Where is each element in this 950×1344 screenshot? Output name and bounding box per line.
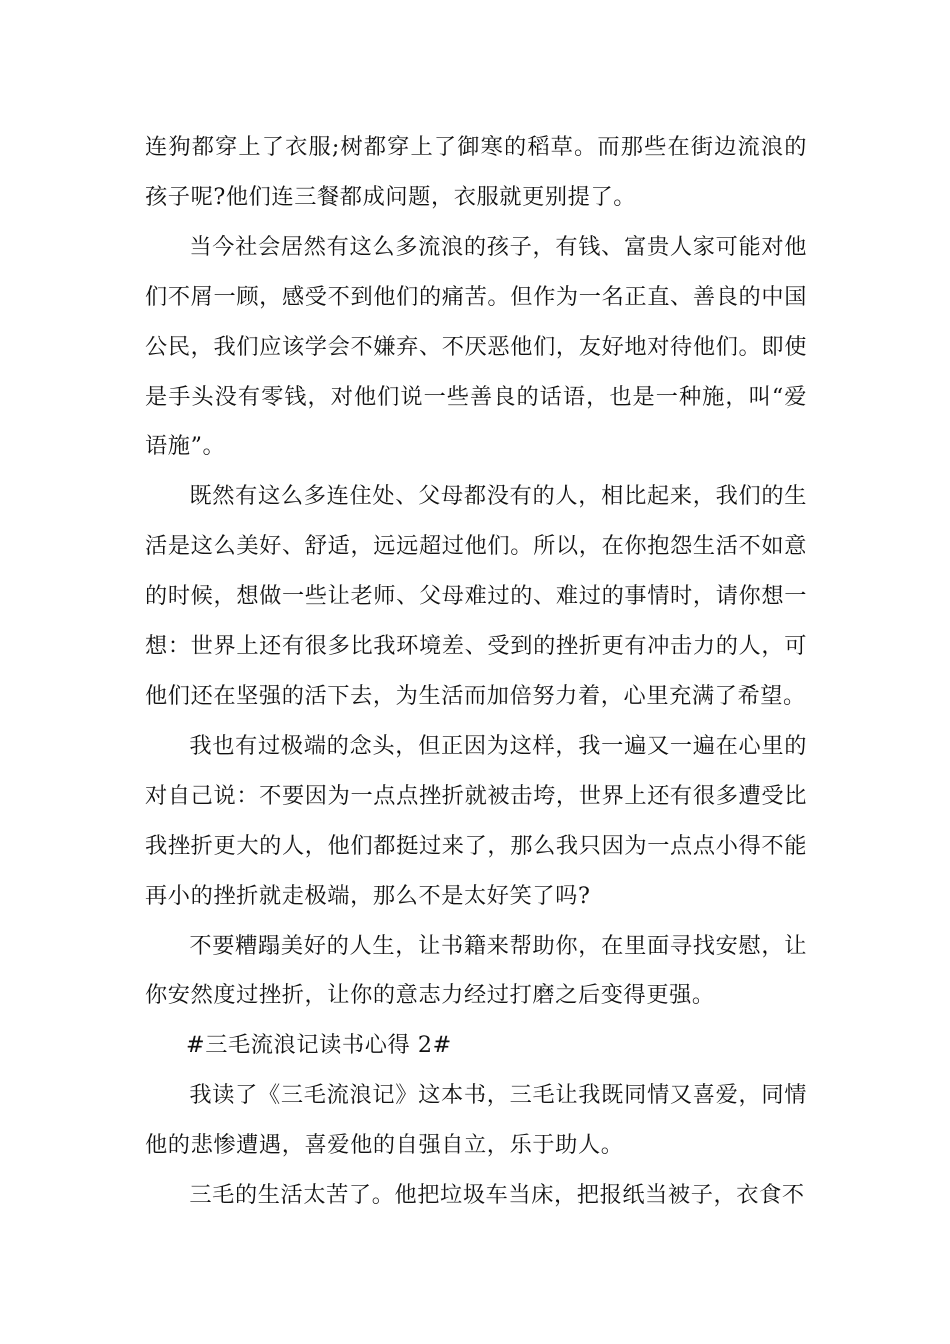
paragraph-6: 我读了《三毛流浪记》这本书，三毛让我既同情又喜爱，同情他的悲惨遭遇，喜爱他的自强自立，乐于助人。 xyxy=(145,1082,807,1159)
paragraph-7: 三毛的生活太苦了。他把垃圾车当床，把报纸当被子，衣食不 xyxy=(189,1182,805,1209)
paragraph-3: 既然有这么多连住处、父母都没有的人，相比起来，我们的生活是这么美好、舒适，远远超过他们。所以，在你抱怨生活不如意的时候，想做一些让老师、父母难过的、难过的事情时，请你想一想：世界上还有很多比我环境差、受到的挫折更有冲击力的人，可他们还在坚强的活下去，为生活而加倍努力着，心里充满了希望。 xyxy=(145,483,807,709)
paragraph-4: 我也有过极端的念头，但正因为这样，我一遍又一遍在心里的对自己说：不要因为一点点挫折就被击垮，世界上还有很多遭受比我挫折更大的人，他们都挺过来了，那么我只因为一点点小得不能再小的挫折就走极端，那么不是太好笑了吗? xyxy=(145,732,807,909)
document-body xyxy=(145,123,807,1221)
section-heading: #三毛流浪记读书心得 2# xyxy=(186,1032,452,1059)
paragraph-1: 连狗都穿上了衣服;树都穿上了御寒的稻草。而那些在街边流浪的孩子呢?他们连三餐都成问题，衣服就更别提了。 xyxy=(145,134,807,210)
paragraph-2: 当今社会居然有这么多流浪的孩子，有钱、富贵人家可能对他们不屑一顾，感受不到他们的痛苦。但作为一名正直、善良的中国公民，我们应该学会不嫌弃、不厌恶他们，友好地对待他们。即使是手头没有零钱，对他们说一些善良的话语，也是一种施，叫“爱语施”。 xyxy=(145,233,807,460)
paragraph-5: 不要糟蹋美好的人生，让书籍来帮助你，在里面寻找安慰，让你安然度过挫折，让你的意志力经过打磨之后变得更强。 xyxy=(145,932,807,1009)
